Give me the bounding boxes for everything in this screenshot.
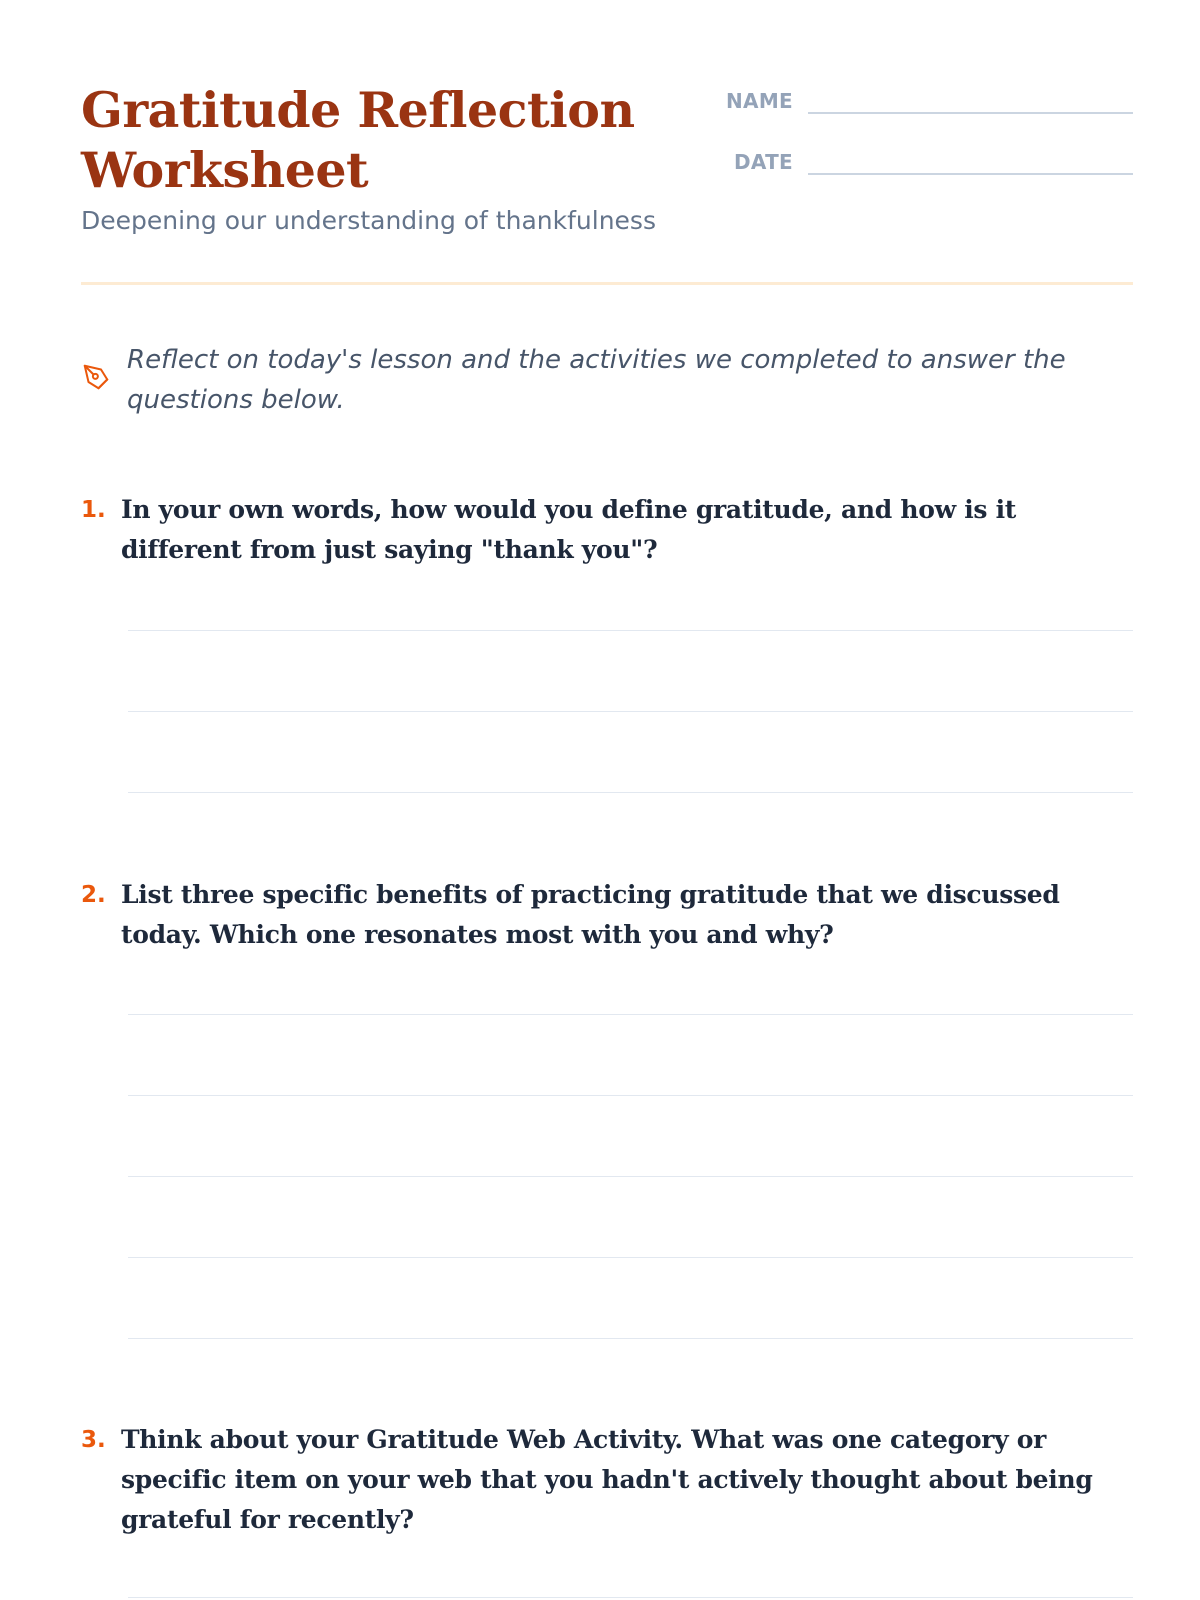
name-field[interactable] bbox=[808, 112, 1133, 114]
answer-line[interactable] bbox=[128, 1014, 1133, 1015]
date-field-row bbox=[703, 149, 1133, 175]
question-number: 1. bbox=[81, 497, 106, 523]
date-label: DATE bbox=[733, 150, 793, 174]
question-number: 3. bbox=[81, 1427, 106, 1453]
name-field-row bbox=[703, 88, 1133, 114]
worksheet-title: Gratitude Reflection Worksheet bbox=[81, 81, 635, 199]
date-field[interactable] bbox=[808, 173, 1133, 175]
instruction-text: Reflect on today's lesson and the activities we completed to answer the questions below. bbox=[127, 345, 1066, 415]
name-label: NAME bbox=[726, 89, 793, 113]
question-3 bbox=[81, 1420, 1133, 1540]
worksheet-subtitle: Deepening our understanding of thankfulness bbox=[81, 206, 656, 235]
header-divider bbox=[81, 282, 1133, 285]
question-text: Think about your Gratitude Web Activity. What was one category or specific item on your web that you hadn't actively thought about being grateful for recently? bbox=[121, 1425, 1093, 1534]
pen-nib-icon bbox=[81, 362, 111, 392]
question-text: List three specific benefits of practicing gratitude that we discussed today. Which one resonates most with you and why? bbox=[121, 880, 1060, 949]
answer-line[interactable] bbox=[128, 1095, 1133, 1096]
answer-line[interactable] bbox=[128, 792, 1133, 793]
answer-line[interactable] bbox=[128, 1176, 1133, 1177]
question-text: In your own words, how would you define gratitude, and how is it different from just saying "thank you"? bbox=[121, 495, 1017, 564]
answer-line[interactable] bbox=[128, 1338, 1133, 1339]
question-2 bbox=[81, 875, 1133, 955]
answer-line[interactable] bbox=[128, 711, 1133, 712]
answer-line[interactable] bbox=[128, 630, 1133, 631]
instruction-block bbox=[81, 340, 1081, 420]
question-number: 2. bbox=[81, 882, 106, 908]
answer-line[interactable] bbox=[128, 1257, 1133, 1258]
answer-line[interactable] bbox=[128, 1597, 1133, 1598]
question-1 bbox=[81, 490, 1133, 570]
